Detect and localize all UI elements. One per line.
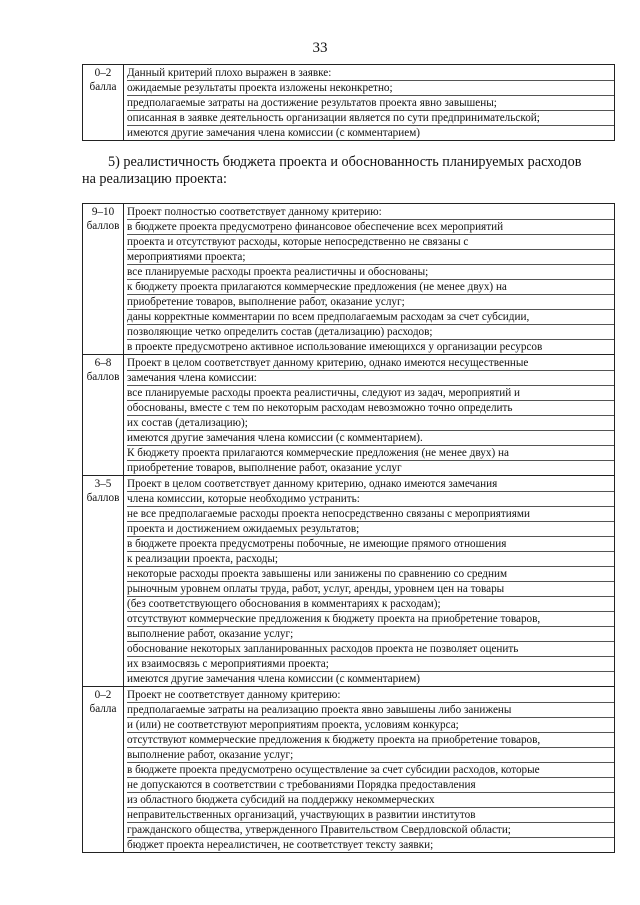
score-cell [83,476,124,687]
description-line: Проект не соответствует данному критерию: [127,688,614,703]
score-text: баллов [86,220,120,232]
description-line: приобретение товаров, выполнение работ, оказание услуг [127,462,402,474]
description-line: и (или) не соответствуют мероприятиям проекта, условиям конкурса; [127,718,614,733]
description-line: выполнение работ, оказание услуг; [127,627,614,642]
description-line: неправительственных организаций, участвующих в развитии институтов [127,808,614,823]
score-cell [83,687,124,853]
description-line: в бюджете проекта предусмотрено финансовое обеспечение всех мероприятий [127,220,614,235]
description-line: не все предполагаемые расходы проекта непосредственно связаны с мероприятиями [127,507,614,522]
score-text: 0–2 [94,67,112,79]
description-line: ожидаемые результаты проекта изложены неконкретно; [127,81,614,96]
description-line: бюджет проекта нереалистичен, не соответствует тексту заявки; [127,839,434,851]
description-line: предполагаемые затраты на достижение результатов проекта явно завышены; [127,96,614,111]
description-line: К бюджету проекта прилагаются коммерческие предложения (не менее двух) на [127,446,614,461]
description-line: имеются другие замечания члена комиссии (с комментарием). [127,431,614,446]
description-line: замечания члена комиссии: [127,371,614,386]
description-cell [124,476,615,687]
description-line: к реализации проекта, расходы; [127,552,614,567]
heading-line: на реализацию проекта: [82,171,227,187]
criteria-row [83,355,615,476]
description-line: в проекте предусмотрено активное использование имеющихся у организации ресурсов [127,341,543,353]
score-text: 9–10 [91,206,115,218]
description-line: проекта и отсутствуют расходы, которые непосредственно не связаны с [127,235,614,250]
score-text: 0–2 [94,689,112,701]
description-line: описанная в заявке деятельность организации является по сути предпринимательской; [127,111,614,126]
description-line: отсутствуют коммерческие предложения к бюджету проекта на приобретение товаров, [127,612,614,627]
criteria-row [83,65,615,141]
description-line: не допускаются в соответствии с требованиями Порядка предоставления [127,778,614,793]
description-line: Проект в целом соответствует данному критерию, однако имеются несущественные [127,356,614,371]
description-line: даны корректные комментарии по всем предполагаемым расходам за счет субсидии, [127,310,614,325]
description-line: Данный критерий плохо выражен в заявке: [127,66,614,81]
criteria-row [83,204,615,355]
description-line: позволяющие четко определить состав (детализацию) расходов; [127,325,614,340]
description-cell [124,65,615,141]
score-cell [83,65,124,141]
description-line: Проект в целом соответствует данному критерию, однако имеются замечания [127,477,614,492]
heading-line: 5) реалистичность бюджета проекта и обоснованность планируемых расходов [108,154,582,170]
description-line: все планируемые расходы проекта реалистичны и обоснованы; [127,265,614,280]
description-line: из областного бюджета субсидий на поддержку некоммерческих [127,793,614,808]
description-line: имеются другие замечания члена комиссии (с комментарием) [127,673,421,685]
score-text: 3–5 [94,478,112,490]
description-line: в бюджете проекта предусмотрено осуществление за счет субсидии расходов, которые [127,763,614,778]
description-line: приобретение товаров, выполнение работ, оказание услуг; [127,295,614,310]
description-line: отсутствуют коммерческие предложения к бюджету проекта на приобретение товаров, [127,733,614,748]
score-text: балла [89,703,117,715]
description-line: все планируемые расходы проекта реалистичны, следуют из задач, мероприятий и [127,386,614,401]
score-text: 6–8 [94,357,112,369]
criteria-table-budget [82,203,615,853]
description-line: проекта и достижением ожидаемых результатов; [127,522,614,537]
description-line: их состав (детализацию); [127,416,614,431]
criteria-table-previous [82,64,615,141]
description-cell [124,687,615,853]
criteria-row [83,476,615,687]
description-cell [124,204,615,355]
description-line: члена комиссии, которые необходимо устранить: [127,492,614,507]
score-text: балла [89,81,117,93]
score-cell [83,204,124,355]
description-line: мероприятиями проекта; [127,250,614,265]
description-line: предполагаемые затраты на реализацию проекта явно завышены либо занижены [127,703,614,718]
score-cell [83,355,124,476]
description-line: некоторые расходы проекта завышены или занижены по сравнению со средним [127,567,614,582]
score-text: баллов [86,492,120,504]
description-line: (без соответствующего обоснования в комментариях к расходам); [127,597,614,612]
description-line: к бюджету проекта прилагаются коммерческие предложения (не менее двух) на [127,280,614,295]
section-heading [82,154,615,188]
description-line: рыночным уровнем оплаты труда, работ, услуг, аренды, уровнем цен на товары [127,582,614,597]
score-text: баллов [86,371,120,383]
description-line: в бюджете проекта предусмотрены побочные, не имеющие прямого отношения [127,537,614,552]
description-cell [124,355,615,476]
page-number: 33 [312,40,328,56]
description-line: гражданского общества, утвержденного Правительством Свердловской области; [127,823,614,838]
description-line: их взаимосвязь с мероприятиями проекта; [127,657,614,672]
criteria-row [83,687,615,853]
description-line: обоснованы, вместе с тем по некоторым расходам невозможно точно определить [127,401,614,416]
description-line: обоснование некоторых запланированных расходов проекта не позволяет оценить [127,642,614,657]
description-line: выполнение работ, оказание услуг; [127,748,614,763]
description-line: имеются другие замечания члена комиссии (с комментарием) [127,127,421,139]
description-line: Проект полностью соответствует данному критерию: [127,205,614,220]
